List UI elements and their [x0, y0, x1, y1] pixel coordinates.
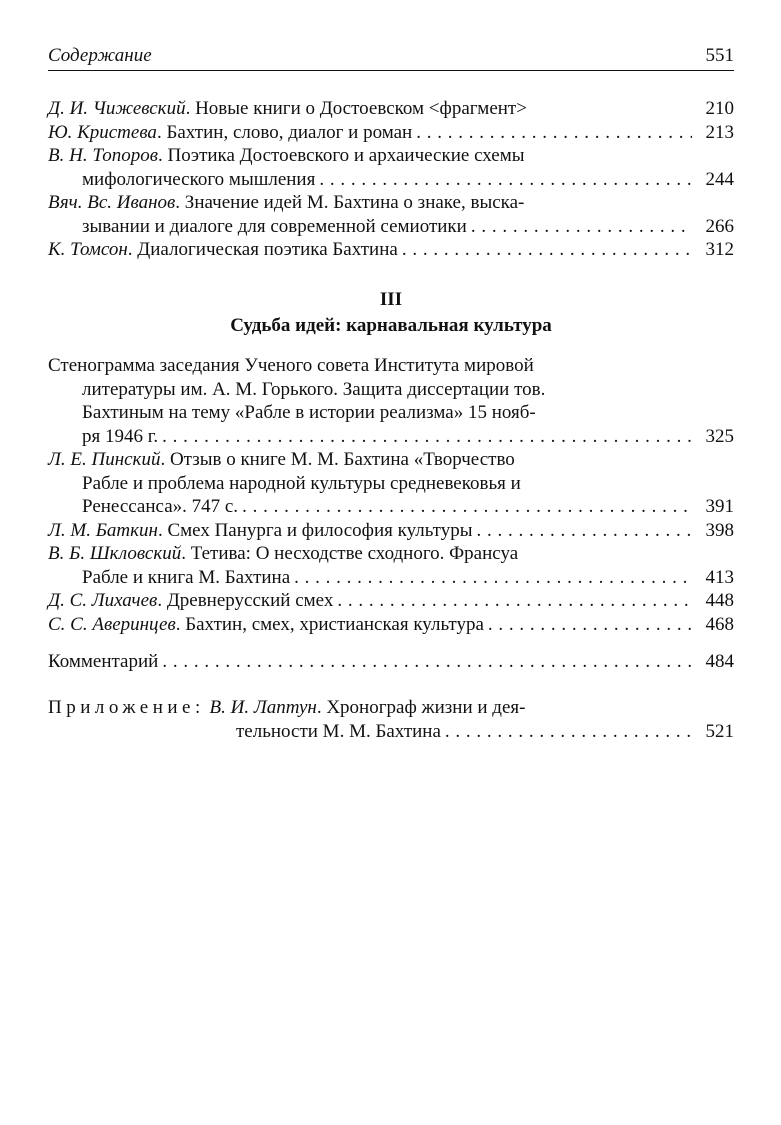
entry-author: В. Б. Шкловский — [48, 543, 182, 564]
leader-dots — [412, 121, 692, 145]
entry-title: . Хронограф жизни и дея- — [316, 697, 526, 718]
toc-entry[interactable] — [48, 448, 734, 519]
entry-title: . Новые книги о Достоевском <фрагмент> — [185, 98, 527, 119]
entry-page: 210 — [705, 98, 734, 119]
entry-title-cont: Рабле и проблема народной культуры средневековья и — [82, 472, 521, 494]
entry-author: К. Томсон — [48, 239, 128, 260]
page-number: 551 — [705, 45, 734, 66]
entry-page: 391 — [705, 496, 734, 517]
entry-author: Д. С. Лихачев — [48, 590, 158, 611]
toc-entry[interactable] — [48, 519, 734, 543]
entry-title-cont: литературы им. А. М. Горького. Защита диссертации тов. — [82, 378, 546, 400]
entry-page: 398 — [705, 519, 734, 541]
entry-author: Л. Е. Пинский — [48, 449, 161, 470]
entry-page: 266 — [705, 215, 734, 237]
entry-page: 213 — [705, 121, 734, 143]
entry-title: . Бахтин, слово, диалог и роман — [156, 121, 413, 143]
section-title: Судьба идей: карнавальная культура — [230, 315, 552, 336]
toc-entry[interactable] — [48, 696, 734, 743]
toc-commentary — [48, 650, 734, 674]
entry-page: 468 — [705, 613, 734, 635]
toc-entry[interactable] — [48, 354, 734, 448]
toc-entry[interactable] — [48, 121, 734, 145]
entry-page: 312 — [705, 239, 734, 260]
entry-title: Комментарий — [48, 651, 159, 672]
entry-title: . Бахтин, смех, христианская культура — [175, 613, 484, 635]
entry-page: 521 — [705, 720, 734, 742]
leader-dots — [398, 238, 692, 262]
entry-title-cont: мифологического мышления — [82, 168, 316, 190]
entry-author: С. С. Аверинцев — [48, 613, 176, 635]
appendix-label: Приложение: — [48, 697, 205, 718]
toc-entry[interactable] — [48, 613, 734, 637]
running-head-title: Содержание — [48, 45, 152, 66]
leader-dots — [467, 215, 692, 239]
entry-title: . Поэтика Достоевского и архаические схемы — [157, 145, 525, 166]
toc-entry[interactable] — [48, 589, 734, 613]
leader-dots — [290, 566, 692, 590]
entry-title: . Отзыв о книге М. М. Бахтина «Творчество — [160, 449, 515, 470]
entry-title-cont: Ренессанса». 747 с. — [82, 496, 239, 517]
toc-entry[interactable] — [48, 650, 734, 674]
entry-author: Ю. Кристева — [48, 121, 157, 143]
toc-entry[interactable] — [48, 238, 734, 262]
leader-dots — [315, 168, 692, 192]
toc-group-1 — [48, 97, 734, 262]
leader-dots — [484, 613, 692, 637]
entry-title: Стенограмма заседания Ученого совета Института мировой — [48, 355, 534, 376]
entry-author: Вяч. Вс. Иванов — [48, 192, 176, 213]
entry-page: 448 — [705, 590, 734, 611]
entry-author: Д. И. Чижевский — [48, 98, 186, 119]
leader-dots — [158, 650, 692, 674]
running-head — [48, 44, 734, 71]
toc-appendix — [48, 696, 734, 743]
section-numeral: III — [379, 289, 403, 310]
toc-entry[interactable] — [48, 191, 734, 238]
toc-entry[interactable] — [48, 97, 734, 121]
entry-title-cont: ря 1946 г. — [82, 425, 159, 447]
toc-entry[interactable] — [48, 542, 734, 589]
entry-title: . Древнерусский смех — [157, 590, 334, 611]
toc-entry[interactable] — [48, 144, 734, 191]
leader-dots — [441, 720, 692, 744]
entry-title: . Диалогическая поэтика Бахтина — [127, 239, 398, 260]
entry-title-cont: Бахтиным на тему «Рабле в истории реализма» 15 нояб- — [82, 402, 536, 423]
entry-title-cont: тельности М. М. Бахтина — [236, 720, 441, 742]
entry-author: Л. М. Баткин — [48, 519, 158, 541]
entry-title: . Значение идей М. Бахтина о знаке, выска- — [175, 192, 525, 213]
entry-page: 325 — [705, 425, 734, 447]
entry-title-cont: зывании и диалоге для современной семиотики — [82, 215, 467, 237]
entry-page: 413 — [705, 566, 734, 588]
entry-page: 244 — [705, 168, 734, 190]
leader-dots — [238, 495, 692, 519]
leader-dots — [158, 425, 692, 449]
leader-dots — [473, 519, 693, 543]
entry-title: . Тетива: О несходстве сходного. Франсуа — [181, 543, 519, 564]
toc-group-2 — [48, 354, 734, 636]
entry-title: . Смех Панурга и философия культуры — [157, 519, 473, 541]
entry-author: В. Н. Топоров — [48, 145, 158, 166]
entry-page: 484 — [705, 651, 734, 672]
leader-dots — [333, 589, 692, 613]
entry-author: В. И. Лаптун — [209, 697, 317, 718]
entry-title-cont: Рабле и книга М. Бахтина — [82, 566, 291, 588]
